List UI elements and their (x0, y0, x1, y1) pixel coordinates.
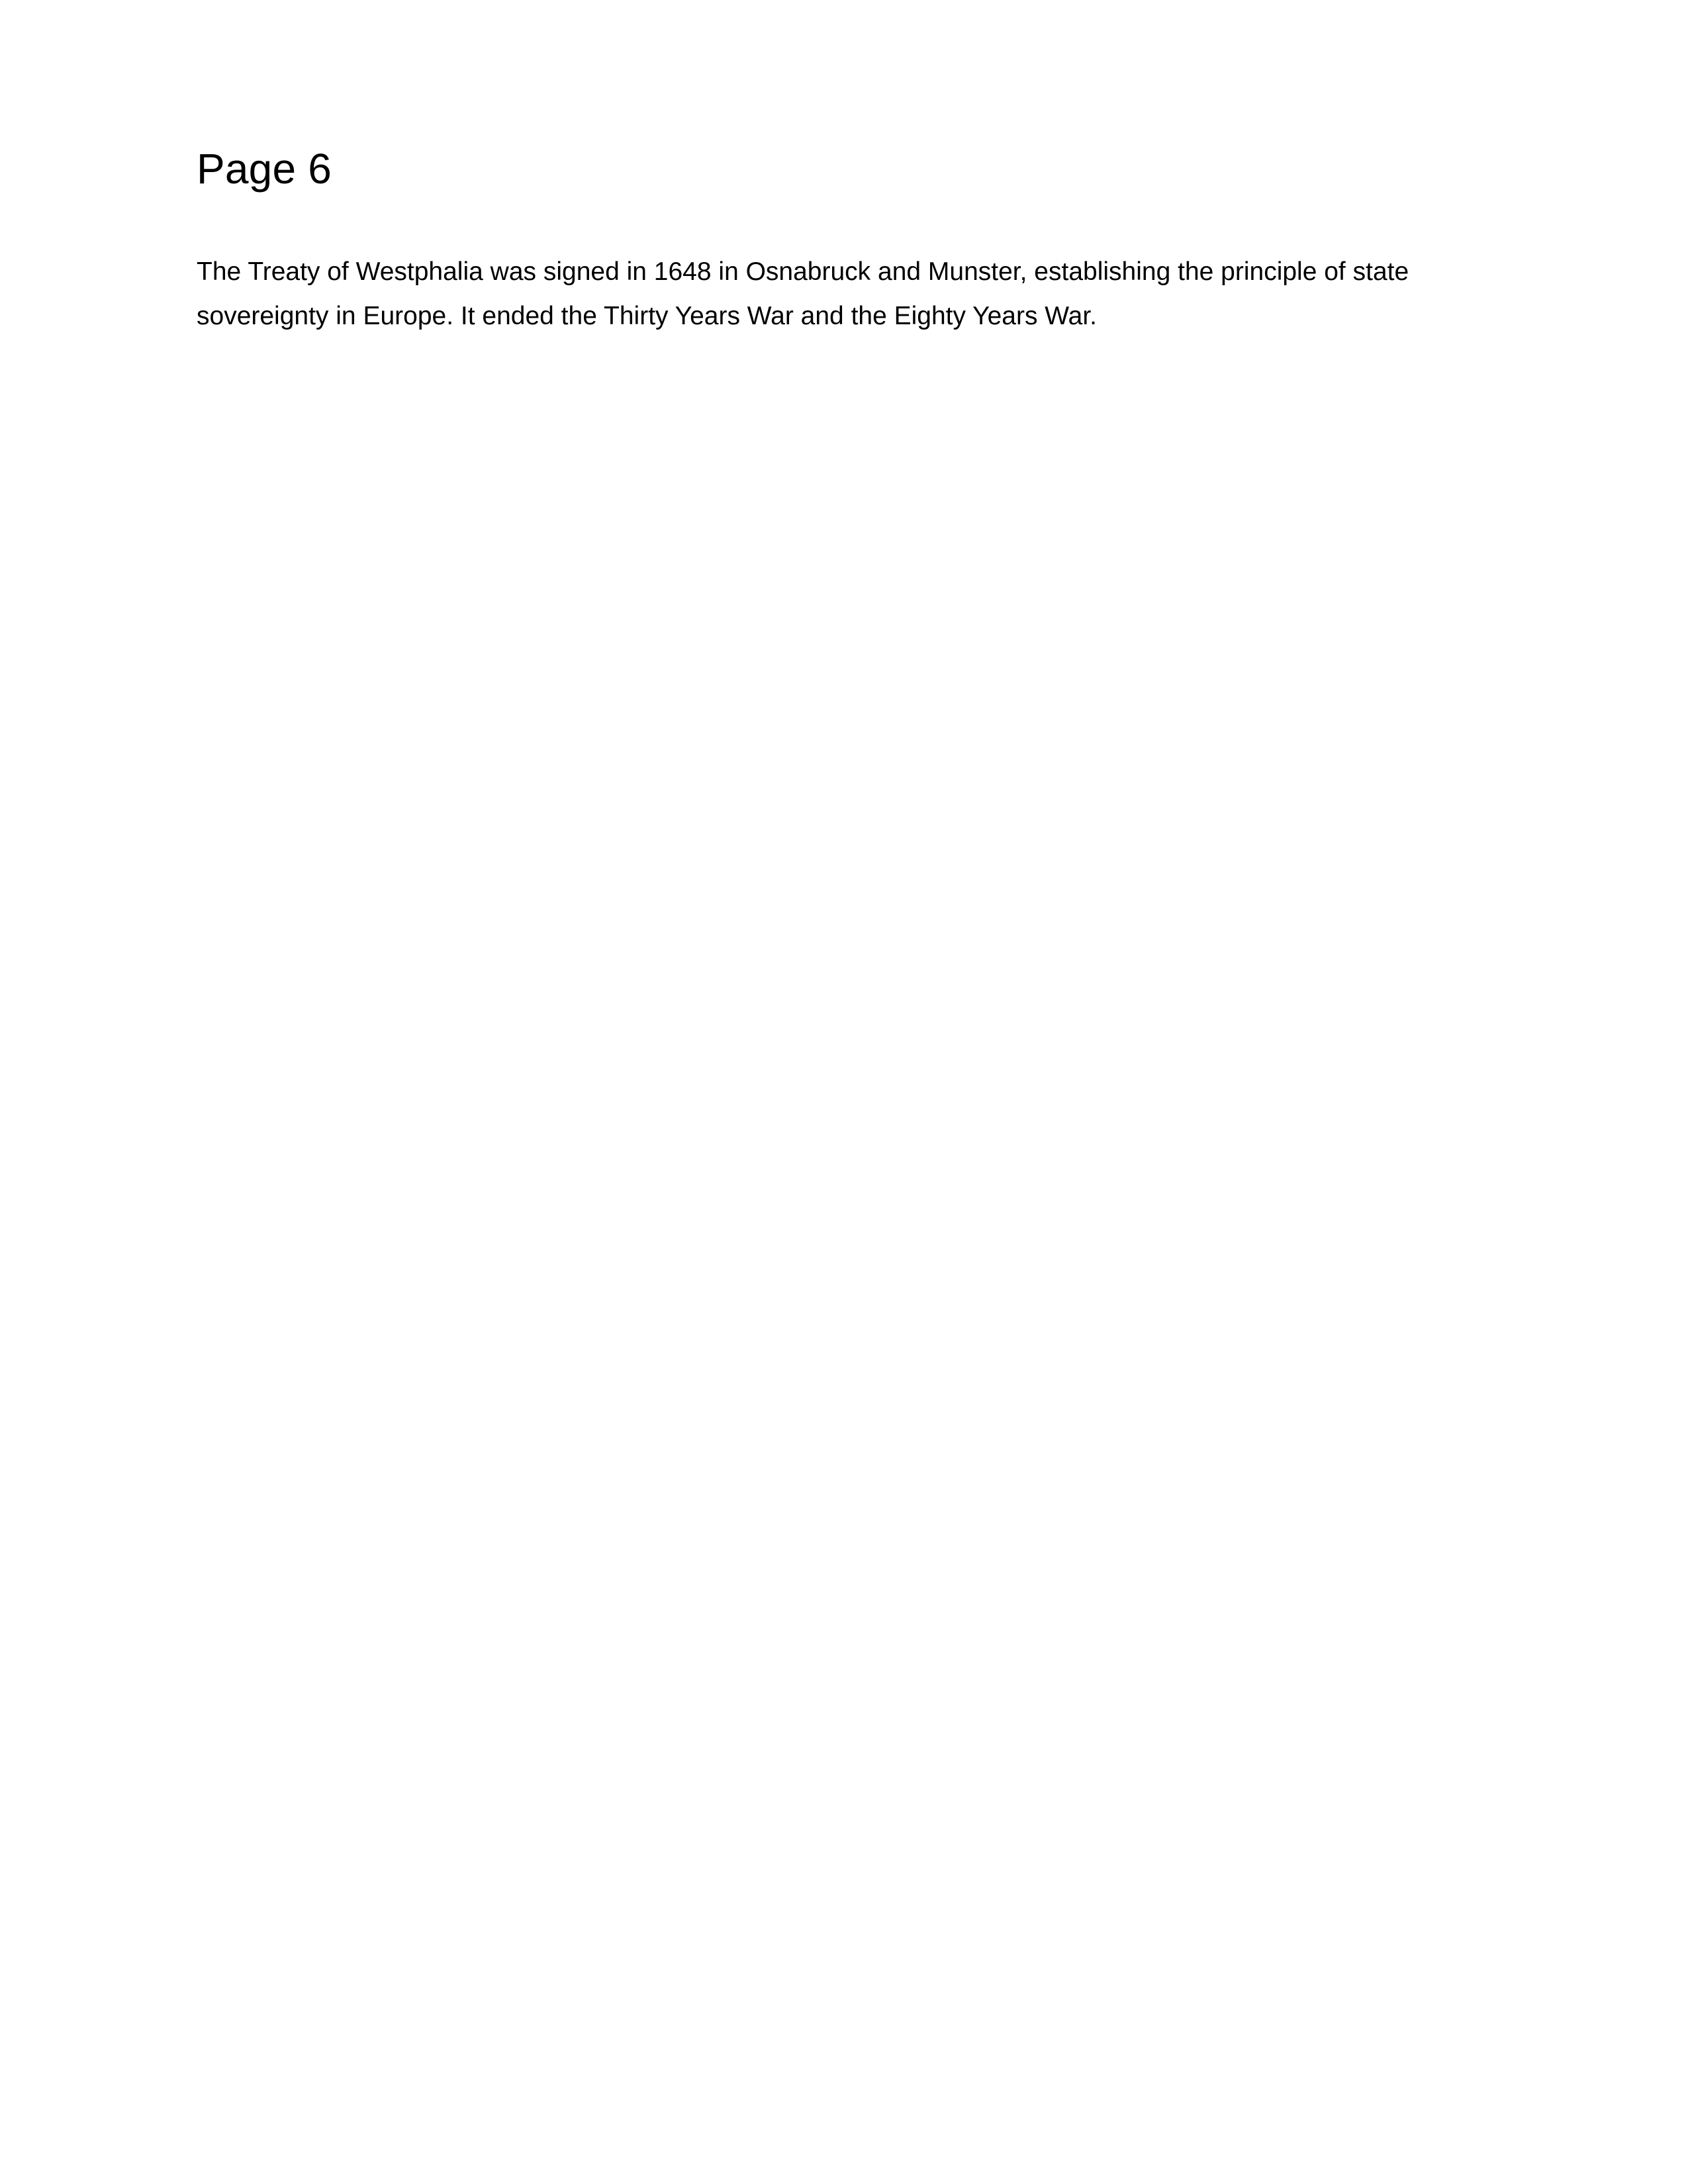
body-paragraph: The Treaty of Westphalia was signed in 1648 in Osnabruck and Munster, establishing the principle of state sovereignty in Europe. It ended the Thirty Years War and the Eighty Years War. (197, 257, 1409, 331)
page-title: Page 6 (197, 145, 332, 193)
title-paragraph-spacer (197, 195, 1494, 250)
document-content (197, 142, 1494, 338)
